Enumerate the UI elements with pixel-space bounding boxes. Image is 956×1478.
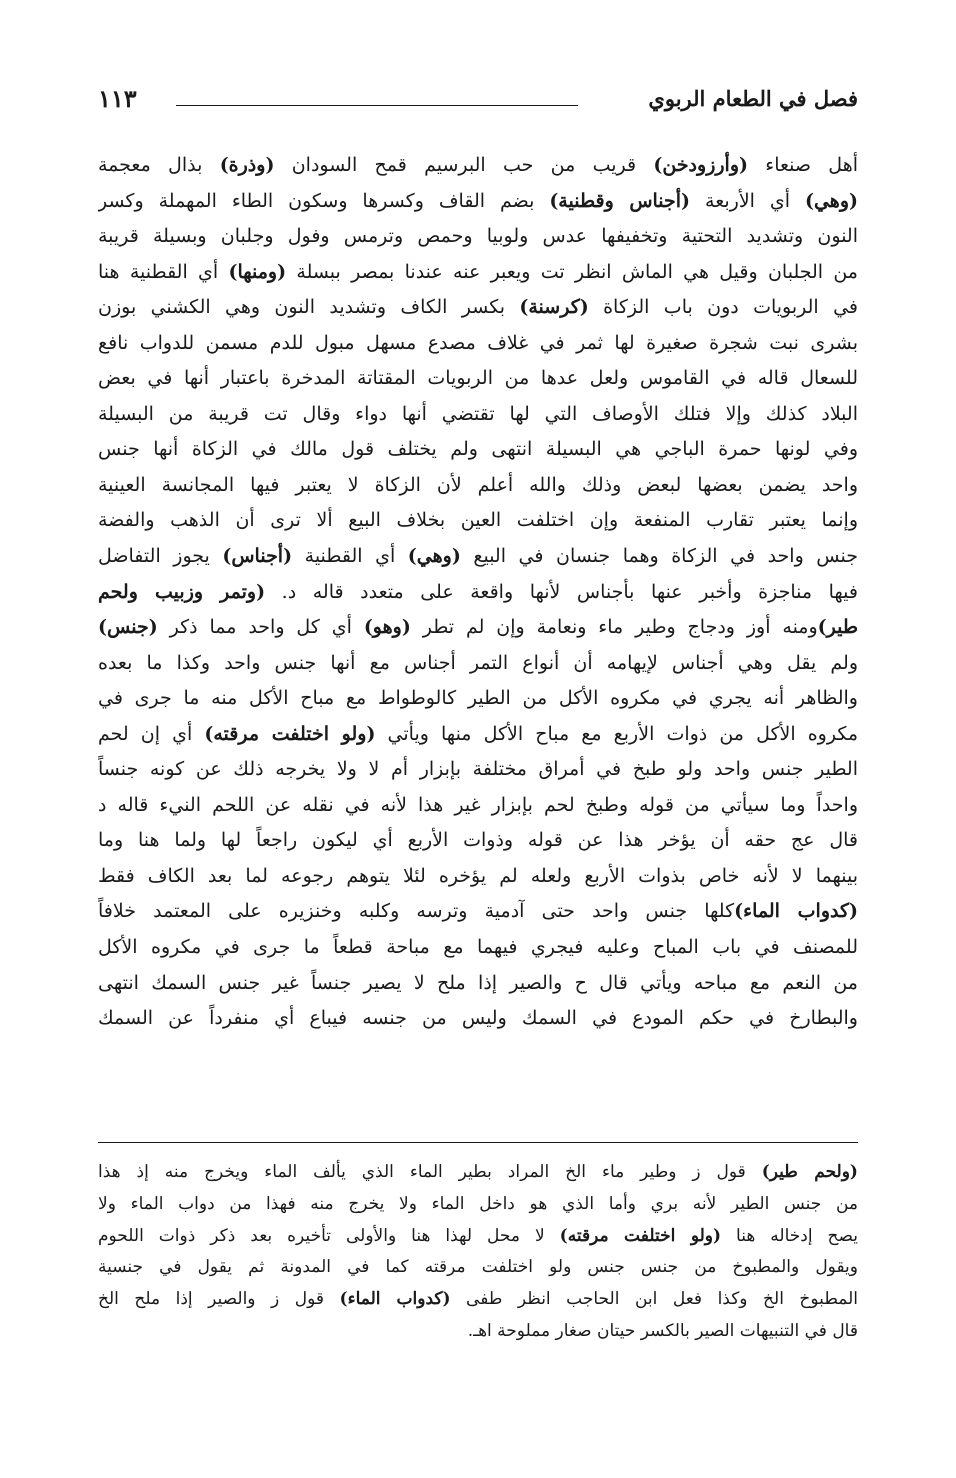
- text-run: والبطارخ في حكم المودع في السمك وليس من جنسه فيباع أي منفرداً عن السمك: [98, 1007, 858, 1030]
- text-run: بكسر الكاف وتشديد النون وهي الكشني بوزن: [98, 296, 520, 319]
- text-line: [98, 361, 858, 397]
- text-line: [98, 219, 858, 255]
- text-line: [98, 432, 858, 468]
- text-run: واحد يضمن بعضها لبعض وذلك والله أعلم لأن الزكاة لا يعتبر فيها المجانسة العينية: [98, 473, 858, 496]
- text-run: أي القطنية هنا: [98, 260, 229, 283]
- text-line: [98, 859, 858, 895]
- text-run: وإنما يعتبر تقارب المنفعة وإن اختلفت العين بخلاف البيع ألا ترى أن الذهب والفضة: [98, 509, 858, 532]
- bold-term: (وذرة): [219, 154, 275, 176]
- text-run: أي الأربعة: [690, 189, 805, 212]
- text-line: [98, 1001, 858, 1037]
- text-line: [98, 788, 858, 824]
- text-run: قول ز وطير ماء الخ المراد بطير الماء الذي يألف الماء ويخرج منه إذ هذا: [98, 1162, 762, 1182]
- text-run: أي إن لحم: [98, 722, 205, 745]
- text-line: [98, 468, 858, 504]
- text-run: واحداً وما سيأتي من قوله وطبخ لحم بإبزار غير هذا لأنه في نقله عن اللحم النيء قاله د: [98, 793, 858, 816]
- footnote-line: [98, 1189, 858, 1221]
- text-run: من الجلبان وقيل هي الماش انظر تت ويعبر عنه عندنا بمصر ببسلة: [286, 260, 858, 283]
- bold-term: (جنس): [98, 616, 158, 639]
- text-line: [98, 752, 858, 788]
- text-run: قال عج حقه أن يؤخر هذا عن قوله وذوات الأربع أي ليكون راجعاً لها ولما هنا وما: [98, 829, 858, 852]
- bold-term: (وهو): [363, 616, 411, 639]
- bold-term: (وهي): [804, 189, 858, 212]
- bold-term: (وهي): [407, 545, 461, 568]
- text-line: [98, 184, 858, 220]
- bold-term: (ولو اختلفت مرقته): [204, 722, 376, 745]
- bold-term: (كرسنة): [519, 296, 589, 319]
- text-line: [98, 575, 858, 611]
- chapter-title: فصل في الطعام الربوي: [648, 86, 858, 111]
- text-run: للمصنف في باب المباح وعليه فيجري فيهما مع مباحة قطعاً ما جرى في مكروه الأكل: [98, 936, 858, 959]
- text-run: البلاد كذلك وإلا فتلك الأوصاف التي لها تقتضي أنها دواء وقال تت قريبة من البسيلة: [98, 402, 858, 425]
- bold-term: (ومنها): [228, 260, 287, 283]
- text-run: للسعال قاله في القاموس ولعل عدها من الربويات المقتاتة المدخرة باعتبار أنها في بعض: [98, 367, 858, 390]
- text-run: فيها مناجزة وأخبر عنها بأجناس لأنها واقعة على متعدد قاله د.: [265, 580, 858, 603]
- text-line: [98, 148, 858, 184]
- text-run: مكروه الأكل من ذوات الأربع مع مباح الأكل منها ويأتي: [375, 722, 858, 745]
- footnote-line: [98, 1252, 858, 1284]
- bold-term: (أجناس وقطنية): [549, 189, 691, 212]
- header-rule: [176, 105, 578, 106]
- text-run: يجوز التفاضل: [98, 545, 223, 568]
- text-line: [98, 503, 858, 539]
- text-line: [98, 894, 858, 930]
- text-run: من جنس الطير لأنه بري وأما الذي هو داخل الماء ولا يخرج منه فهذا من دواب الماء ولا: [98, 1193, 858, 1214]
- bold-term: (كدواب الماء): [339, 1289, 451, 1310]
- text-line: [98, 397, 858, 433]
- text-run: الطير جنس واحد ولو طبخ في أمراق مختلفة بإبزار أم لا ولا يخرجه ذلك عن كونه جنساً: [98, 758, 858, 781]
- bold-term: (ولو اختلفت مرقته): [559, 1225, 722, 1246]
- text-run: قول ز والصير إذا ملح الخ: [98, 1289, 340, 1310]
- footnote-line: [98, 1316, 858, 1348]
- text-run: جنس واحد في الزكاة وهما جنسان في البيع: [460, 545, 858, 568]
- text-run: ويقول والمطبوخ من جنس جنس ولو اختلفت مرقته كما في المدونة ثم يقول في جنسية: [98, 1257, 858, 1278]
- text-run: بينهما لا لأنه خاص بذوات الأربع ولعله لم يؤخره لئلا يتوهم رجوعه لما بعد الكاف فقط: [98, 864, 858, 887]
- text-line: [98, 539, 858, 575]
- text-run: كلها جنس واحد حتى آدمية وترسه وكلبه وخنزيره على المعتمد خلافاً: [98, 900, 735, 923]
- text-run: أي كل واحد مما ذكر: [157, 616, 364, 639]
- footnotes: [98, 1157, 858, 1348]
- text-line: [98, 255, 858, 291]
- text-line: [98, 290, 858, 326]
- text-run: بشرى نبت شجرة صغيرة لها ثمر في غلاف مصدع مسهل مبول للدم مسمن للدواب نافع: [98, 331, 858, 354]
- text-run: ولم يقل وهي أجناس لإيهامه أن أنواع التمر أجناس مع أنها جنس واحد وكذا ما بعده: [98, 651, 858, 674]
- text-run: والظاهر أنه يجري في مكروه الأكل من الطير كالوطواط مع مباح الأكل منه ما جرى في: [98, 687, 858, 710]
- text-line: [98, 930, 858, 966]
- text-run: من النعم مع مباحه ويأتي قال ح والصير إذا ملح لا يصير جنساً غير جنس السمك انتهى: [98, 971, 858, 994]
- running-header: [98, 86, 858, 120]
- text-run: قال في التنبيهات الصير بالكسر حيتان صغار مملوحة اهـ.: [467, 1320, 858, 1341]
- text-run: يصح إدخاله هنا: [721, 1225, 858, 1246]
- bold-term: (وأرزودخن): [653, 154, 748, 176]
- text-run: أهل صنعاء: [748, 154, 858, 176]
- page-number: ١١٣: [98, 84, 137, 113]
- text-run: المطبوخ الخ وكذا فعل ابن الحاجب انظر طفى: [450, 1289, 858, 1310]
- text-line: [98, 610, 858, 646]
- text-run: لا محل لهذا هنا والأولى تأخيره بعد ذكر ذوات اللحوم: [98, 1225, 560, 1246]
- bold-term: (أجناس): [222, 545, 293, 568]
- footnote-line: [98, 1157, 858, 1189]
- bold-term: (ولحم طير): [761, 1162, 858, 1182]
- bold-term: (كدواب الماء): [734, 900, 858, 923]
- text-run: بضم القاف وكسرها وسكون الطاء المهملة وكسر: [98, 189, 550, 212]
- text-run: قريب من حب البرسيم قمح السودان: [274, 154, 654, 176]
- text-line: [98, 966, 858, 1002]
- text-run: النون وتشديد التحتية وتخفيفها عدس ولوبيا وحمص وترمس وفول وجلبان وبسيلة قريبة: [98, 225, 858, 248]
- bold-term: (وتمر وزبيب ولحم: [98, 580, 266, 603]
- text-line: [98, 823, 858, 859]
- text-run: في الربويات دون باب الزكاة: [588, 296, 858, 319]
- text-line: [98, 646, 858, 682]
- bold-term: طير): [817, 616, 858, 639]
- text-line: [98, 326, 858, 362]
- text-line: [98, 717, 858, 753]
- main-text: [98, 148, 858, 1037]
- footnote-line: [98, 1284, 858, 1316]
- text-line: [98, 681, 858, 717]
- text-run: وفي لونها حمرة الباجي هي البسيلة انتهى ولم يختلف قول مالك في الزكاة أنها جنس: [98, 438, 858, 461]
- footnote-line: [98, 1221, 858, 1253]
- text-run: بذال معجمة: [98, 154, 220, 176]
- text-run: ومنه أوز ودجاج وطير ماء ونعامة وإن لم تطر: [410, 616, 818, 639]
- text-run: أي القطنية: [292, 545, 408, 568]
- footnote-separator: [98, 1142, 858, 1143]
